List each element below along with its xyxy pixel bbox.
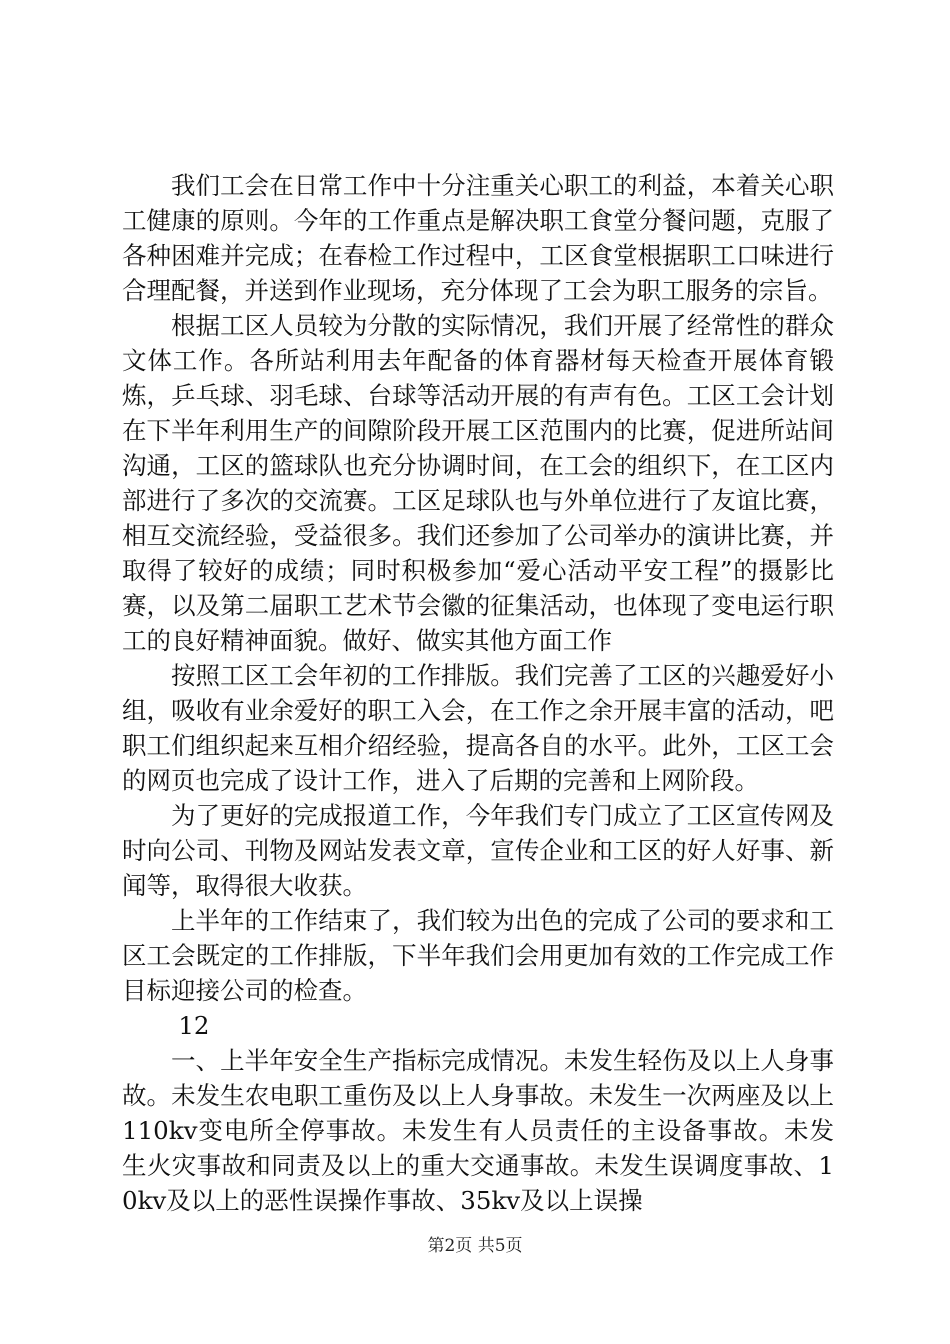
paragraph-reporting: 为了更好的完成报道工作，今年我们专门成立了工区宣传网及时向公司、刊物及网站发表文章，宣传企业和工区的好人好事、新闻等，取得很大收获。 bbox=[122, 801, 834, 900]
paragraph-safety-indicators: 一、上半年安全生产指标完成情况。未发生轻伤及以上人身事故。未发生农电职工重伤及以上人身事故。未发生一次两座及以上110kv变电所全停事故。未发生有人员责任的主设备事故。未发生火灾事故和同责及以上的重大交通事故。未发生误调度事故、10kv及以上的恶性误操作事故、35kv及以上误操 bbox=[122, 1046, 834, 1215]
document-body bbox=[122, 168, 834, 1218]
paragraph-staff-welfare: 我们工会在日常工作中十分注重关心职工的利益，本着关心职工健康的原则。今年的工作重点是解决职工食堂分餐问题，克服了各种困难并完成；在春检工作过程中，工区食堂根据职工口味进行合理配餐，并送到作业现场，充分体现了工会为职工服务的宗旨。 bbox=[122, 171, 834, 305]
page-footer: 第2页 共5页 bbox=[427, 1236, 523, 1256]
paragraph-interest-groups: 按照工区工会年初的工作排版。我们完善了工区的兴趣爱好小组，吸收有业余爱好的职工入会，在工作之余开展丰富的活动，吧职工们组织起来互相介绍经验，提高各自的水平。此外，工区工会的网页也完成了设计工作，进入了后期的完善和上网阶段。 bbox=[122, 661, 834, 795]
section-number: 12 bbox=[178, 1011, 210, 1040]
paragraph-sports-activities: 根据工区人员较为分散的实际情况，我们开展了经常性的群众文体工作。各所站利用去年配备的体育器材每天检查开展体育锻炼，乒乓球、羽毛球、台球等活动开展的有声有色。工区工会计划在下半年利用生产的间隙阶段开展工区范围内的比赛，促进所站间沟通，工区的篮球队也充分协调时间，在工会的组织下，在工区内部进行了多次的交流赛。工区足球队也与外单位进行了友谊比赛，相互交流经验，受益很多。我们还参加了公司举办的演讲比赛，并取得了较好的成绩；同时积极参加“爱心活动平安工程”的摄影比赛，以及第二届职工艺术节会徽的征集活动，也体现了变电运行职工的良好精神面貌。做好、做实其他方面工作 bbox=[122, 311, 834, 655]
paragraph-summary: 上半年的工作结束了，我们较为出色的完成了公司的要求和工区工会既定的工作排版，下半年我们会用更加有效的工作完成工作目标迎接公司的检查。 bbox=[122, 906, 834, 1005]
